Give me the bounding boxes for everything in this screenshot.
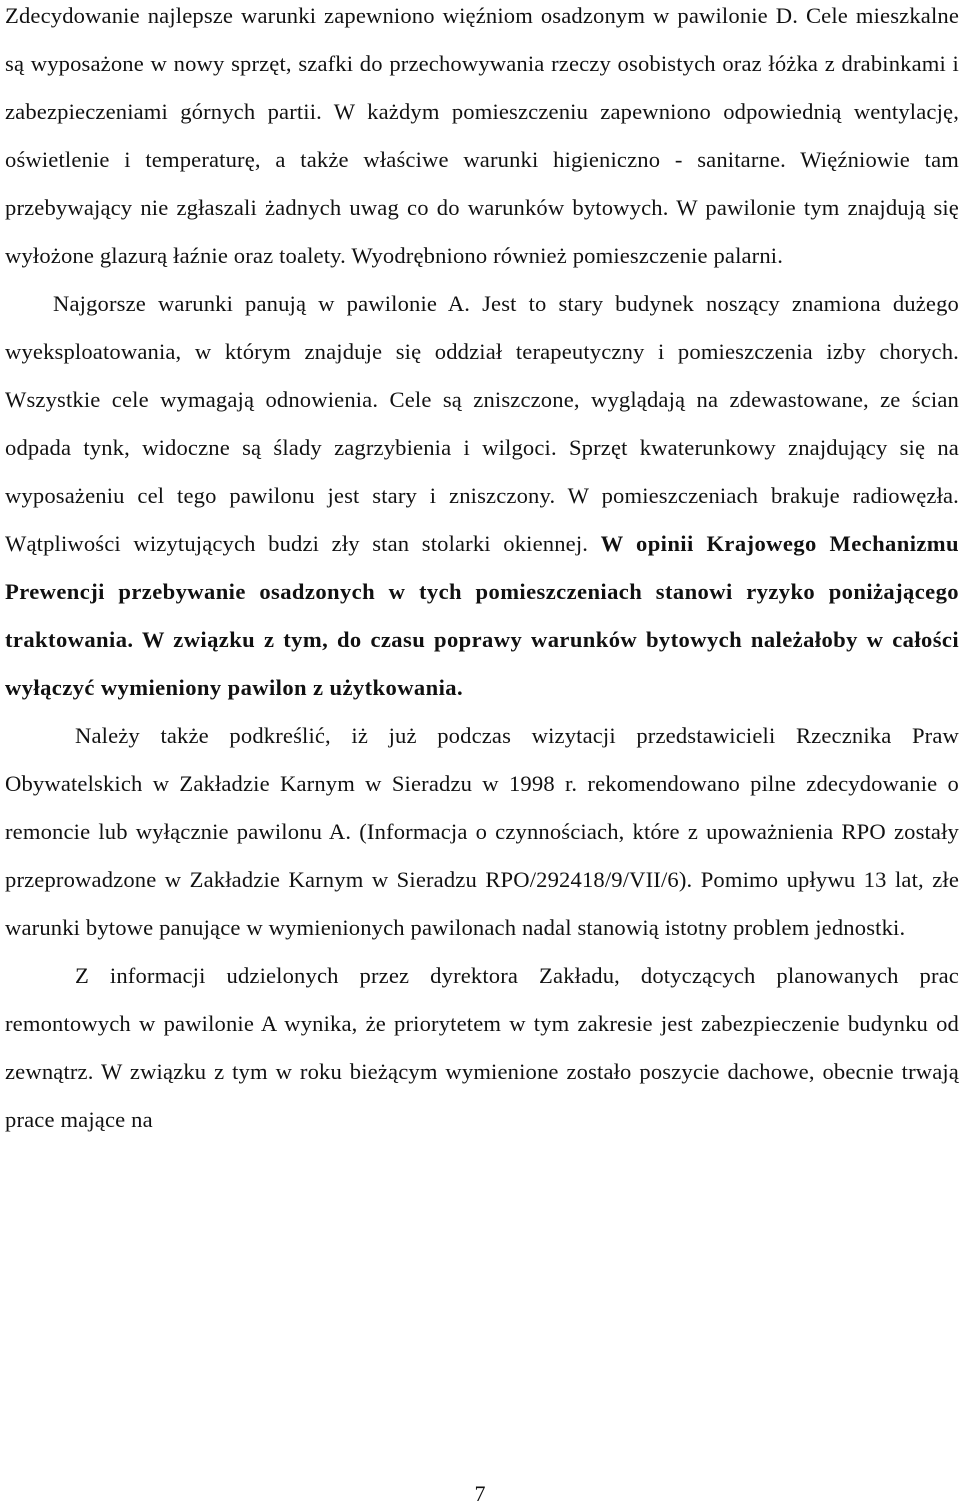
paragraph-pavilion-a-text: Najgorsze warunki panują w pawilonie A. Jest to stary budynek noszący znamiona dużego wyeksploatowania, w którym znajduje się oddział terapeutyczny i pomieszczenia izby chorych. Wszystkie cele wymagają odnowienia. Cele są zniszczone, wyglądają na zdewastowane, ze ścian odpada tynk, widoczne są ślady zagrzybienia i wilgoci. Sprzęt kwaterunkowy znajdujący się na wyposażeniu cel tego pawilonu jest stary i zniszczony. W pomieszczeniach brakuje radiowęzła. Wątpliwości wizytujących budzi zły stan stolarki okiennej.: [5, 291, 959, 556]
paragraph-pavilion-d: Zdecydowanie najlepsze warunki zapewniono więźniom osadzonym w pawilonie D. Cele mieszkalne są wyposażone w nowy sprzęt, szafki do przechowywania rzeczy osobistych oraz łóżka z drabinkami i zabezpieczeniami górnych partii. W każdym pomieszczeniu zapewniono odpowiednią wentylację, oświetlenie i temperaturę, a także właściwe warunki higieniczno - sanitarne. Więźniowie tam przebywający nie zgłaszali żadnych uwag co do warunków bytowych. W pawilonie tym znajdują się wyłożone glazurą łaźnie oraz toalety. Wyodrębniono również pomieszczenie palarni.: [5, 3, 959, 268]
paragraph-pavilion-a-bold-recommendation: W opinii Krajowego Mechanizmu Prewencji przebywanie osadzonych w tych pomieszczeniach stanowi ryzyko poniżającego traktowania. W związku z tym, do czasu poprawy warunków bytowych należałoby w całości wyłączyć wymieniony pawilon z użytkowania.: [5, 531, 959, 700]
document-page: [5, 0, 959, 1144]
paragraph-renovation: Z informacji udzielonych przez dyrektora Zakładu, dotyczących planowanych prac remontowych w pawilonie A wynika, że priorytetem w tym zakresie jest zabezpieczenie budynku od zewnątrz. W związku z tym w roku bieżącym wymienione zostało poszycie dachowe, obecnie trwają prace mające na: [5, 963, 959, 1132]
paragraph-rpo-visit: Należy także podkreślić, iż już podczas wizytacji przedstawicieli Rzecznika Praw Obywatelskich w Zakładzie Karnym w Sieradzu w 1998 r. rekomendowano pilne zdecydowanie o remoncie lub wyłącznie pawilonu A. (Informacja o czynnościach, które z upoważnienia RPO zostały przeprowadzone w Zakładzie Karnym w Sieradzu RPO/292418/9/VII/6). Pomimo upływu 13 lat, złe warunki bytowe panujące w wymienionych pawilonach nadal stanowią istotny problem jednostki.: [5, 723, 959, 940]
page-number: 7: [474, 1481, 486, 1506]
paragraph-pavilion-a: [5, 280, 959, 712]
